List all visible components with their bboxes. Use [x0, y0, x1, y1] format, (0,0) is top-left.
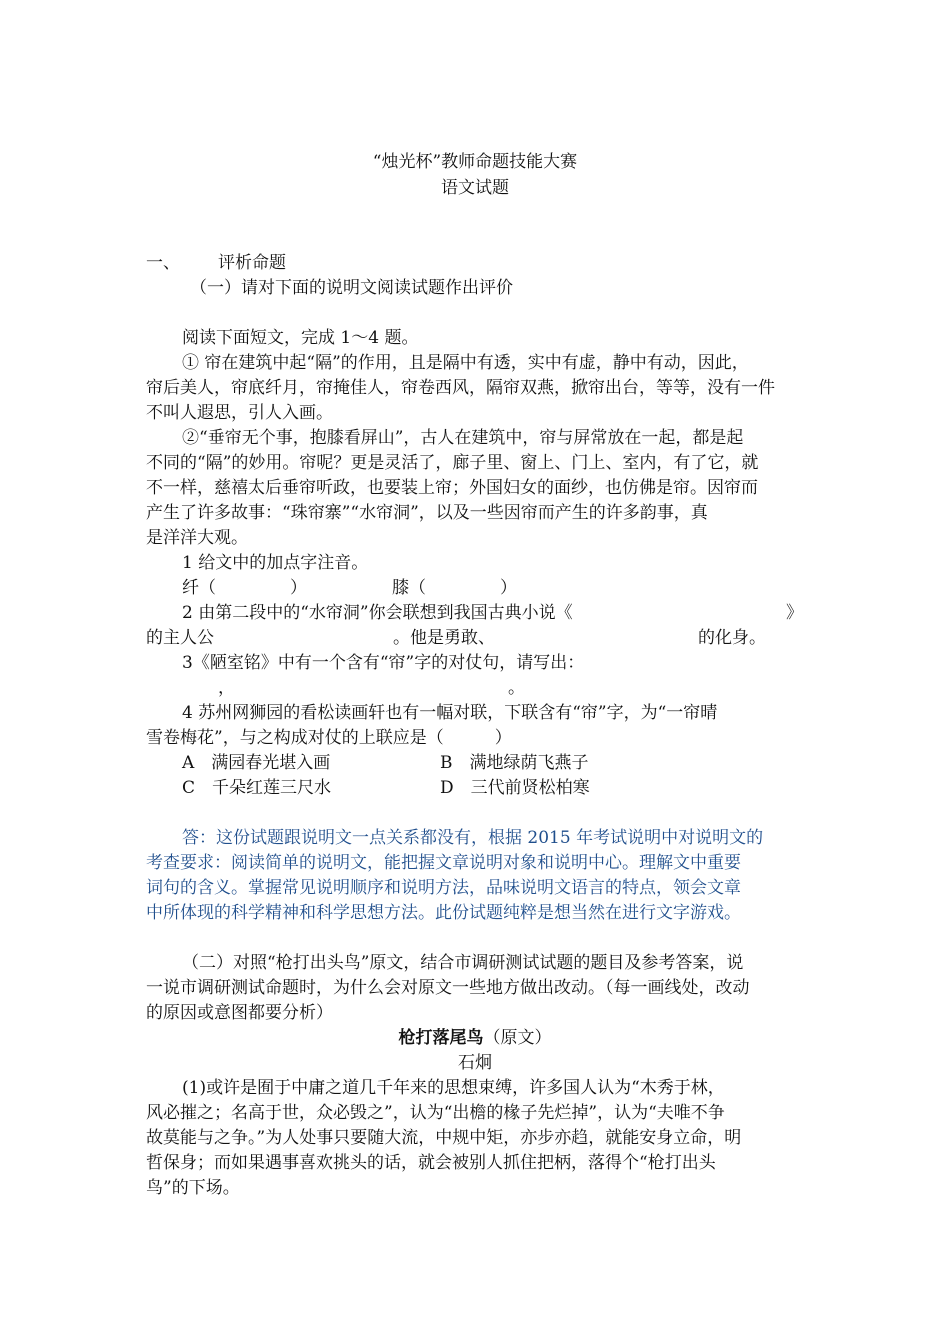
passage-p2-line: 是洋洋大观。: [146, 528, 248, 548]
section-number: 一、: [146, 253, 180, 273]
option-c: C 千朵红莲三尺水: [182, 778, 332, 798]
question-1-blank-a-close: ）: [290, 578, 307, 598]
answer-line: 词句的含义。掌握常见说明顺序和说明方法，品味说明文语言的特点，领会文章: [146, 878, 741, 898]
passage-p1-line: ① 帘在建筑中起“隔”的作用，且是隔中有透，实中有虚，静中有动，因此，: [182, 353, 749, 373]
question-1-blank-b: 膝（: [392, 578, 426, 598]
answer-line: 答：这份试题跟说明文一点关系都没有，根据 2015 年考试说明中对说明文的: [182, 828, 764, 848]
article-title: 枪打落尾鸟: [398, 1028, 484, 1048]
question-2-line2-b: 。他是勇敢、: [393, 628, 495, 648]
question-3-comma: ，: [218, 678, 235, 698]
question-2-line2-c: 的化身。: [698, 628, 766, 648]
section-title: 评析命题: [218, 253, 286, 273]
passage-p1-line: 不叫人遐思，引人入画。: [146, 403, 333, 423]
article-line: (1)或许是囿于中庸之道几千年来的思想束缚，许多国人认为“木秀于林，: [182, 1078, 725, 1098]
passage-p1-line: 帘后美人，帘底纤月，帘掩佳人，帘卷西风，隔帘双燕，掀帘出台，等等，没有一件: [146, 378, 775, 398]
question-2-line1-end: 》: [786, 603, 803, 623]
article-line: 风必摧之；名高于世，众必毁之”，认为“出檐的椽子先烂掉”，认为“夫唯不争: [146, 1103, 725, 1123]
doc-title: “烛光杯”教师命题技能大赛: [372, 152, 578, 172]
question-1-blank-a: 纤（: [182, 578, 216, 598]
part2-line: 一说市调研测试命题时，为什么会对原文一些地方做出改动。（每一画线处，改动: [146, 978, 750, 998]
part2-line: （二）对照“枪打出头鸟”原文，结合市调研测试试题的题目及参考答案，说: [182, 953, 744, 973]
article-line: 故莫能与之争。”为人处事只要随大流，中规中矩，亦步亦趋，就能安身立命，明: [146, 1128, 742, 1148]
section-heading: [146, 251, 286, 275]
article-line: 鸟”的下场。: [146, 1178, 240, 1198]
answer-line: 中所体现的科学精神和科学思想方法。此份试题纯粹是想当然在进行文字游戏。: [146, 903, 741, 923]
reading-intro: 阅读下面短文，完成 1～4 题。: [182, 328, 419, 348]
option-d: D 三代前贤松柏寒: [440, 778, 590, 798]
option-b: B 满地绿荫飞燕子: [440, 753, 589, 773]
part2-line: 的原因或意图都要分析）: [146, 1003, 333, 1023]
question-1: 1 给文中的加点字注音。: [182, 553, 369, 573]
passage-p2-line: 产生了许多故事：“珠帘寨”“水帘洞”，以及一些因帘而产生的许多韵事，真: [146, 503, 708, 523]
passage-p2-line: ②“垂帘无个事，抱膝看屏山”，古人在建筑中，帘与屏常放在一起，都是起: [182, 428, 744, 448]
question-4-line: 雪卷梅花”，与之构成对仗的上联应是（ ）: [146, 728, 512, 748]
answer-line: 考查要求：阅读简单的说明文，能把握文章说明对象和说明中心。理解文中重要: [146, 853, 741, 873]
article-heading: [0, 1026, 950, 1050]
question-4-line: 4 苏州网狮园的看松读画轩也有一幅对联，下联含有“帘”字，为“一帘晴: [182, 703, 718, 723]
question-2-line2-a: 的主人公: [146, 628, 214, 648]
option-a: A 满园春光堪入画: [182, 753, 331, 773]
question-2-line1: 2 由第二段中的“水帘洞”你会联想到我国古典小说《: [182, 603, 573, 623]
part1-title: （一）请对下面的说明文阅读试题作出评价: [190, 278, 513, 298]
passage-p2-line: 不一样，慈禧太后垂帘听政，也要装上帘；外国妇女的面纱，也仿佛是帘。因帘而: [146, 478, 758, 498]
doc-subtitle: 语文试题: [441, 178, 509, 198]
article-line: 哲保身；而如果遇事喜欢挑头的话，就会被别人抓住把柄，落得个“枪打出头: [146, 1153, 716, 1173]
question-1-blank-b-close: ）: [500, 578, 517, 598]
article-note: （原文）: [483, 1028, 552, 1048]
article-author: 石炯: [458, 1053, 492, 1073]
passage-p2-line: 不同的“隔”的妙用。帘呢？更是灵活了，廊子里、窗上、门上、室内，有了它，就: [146, 453, 759, 473]
question-3-period: 。: [508, 678, 525, 698]
question-3: 3《陋室铭》中有一个含有“帘”字的对仗句，请写出：: [182, 653, 585, 673]
